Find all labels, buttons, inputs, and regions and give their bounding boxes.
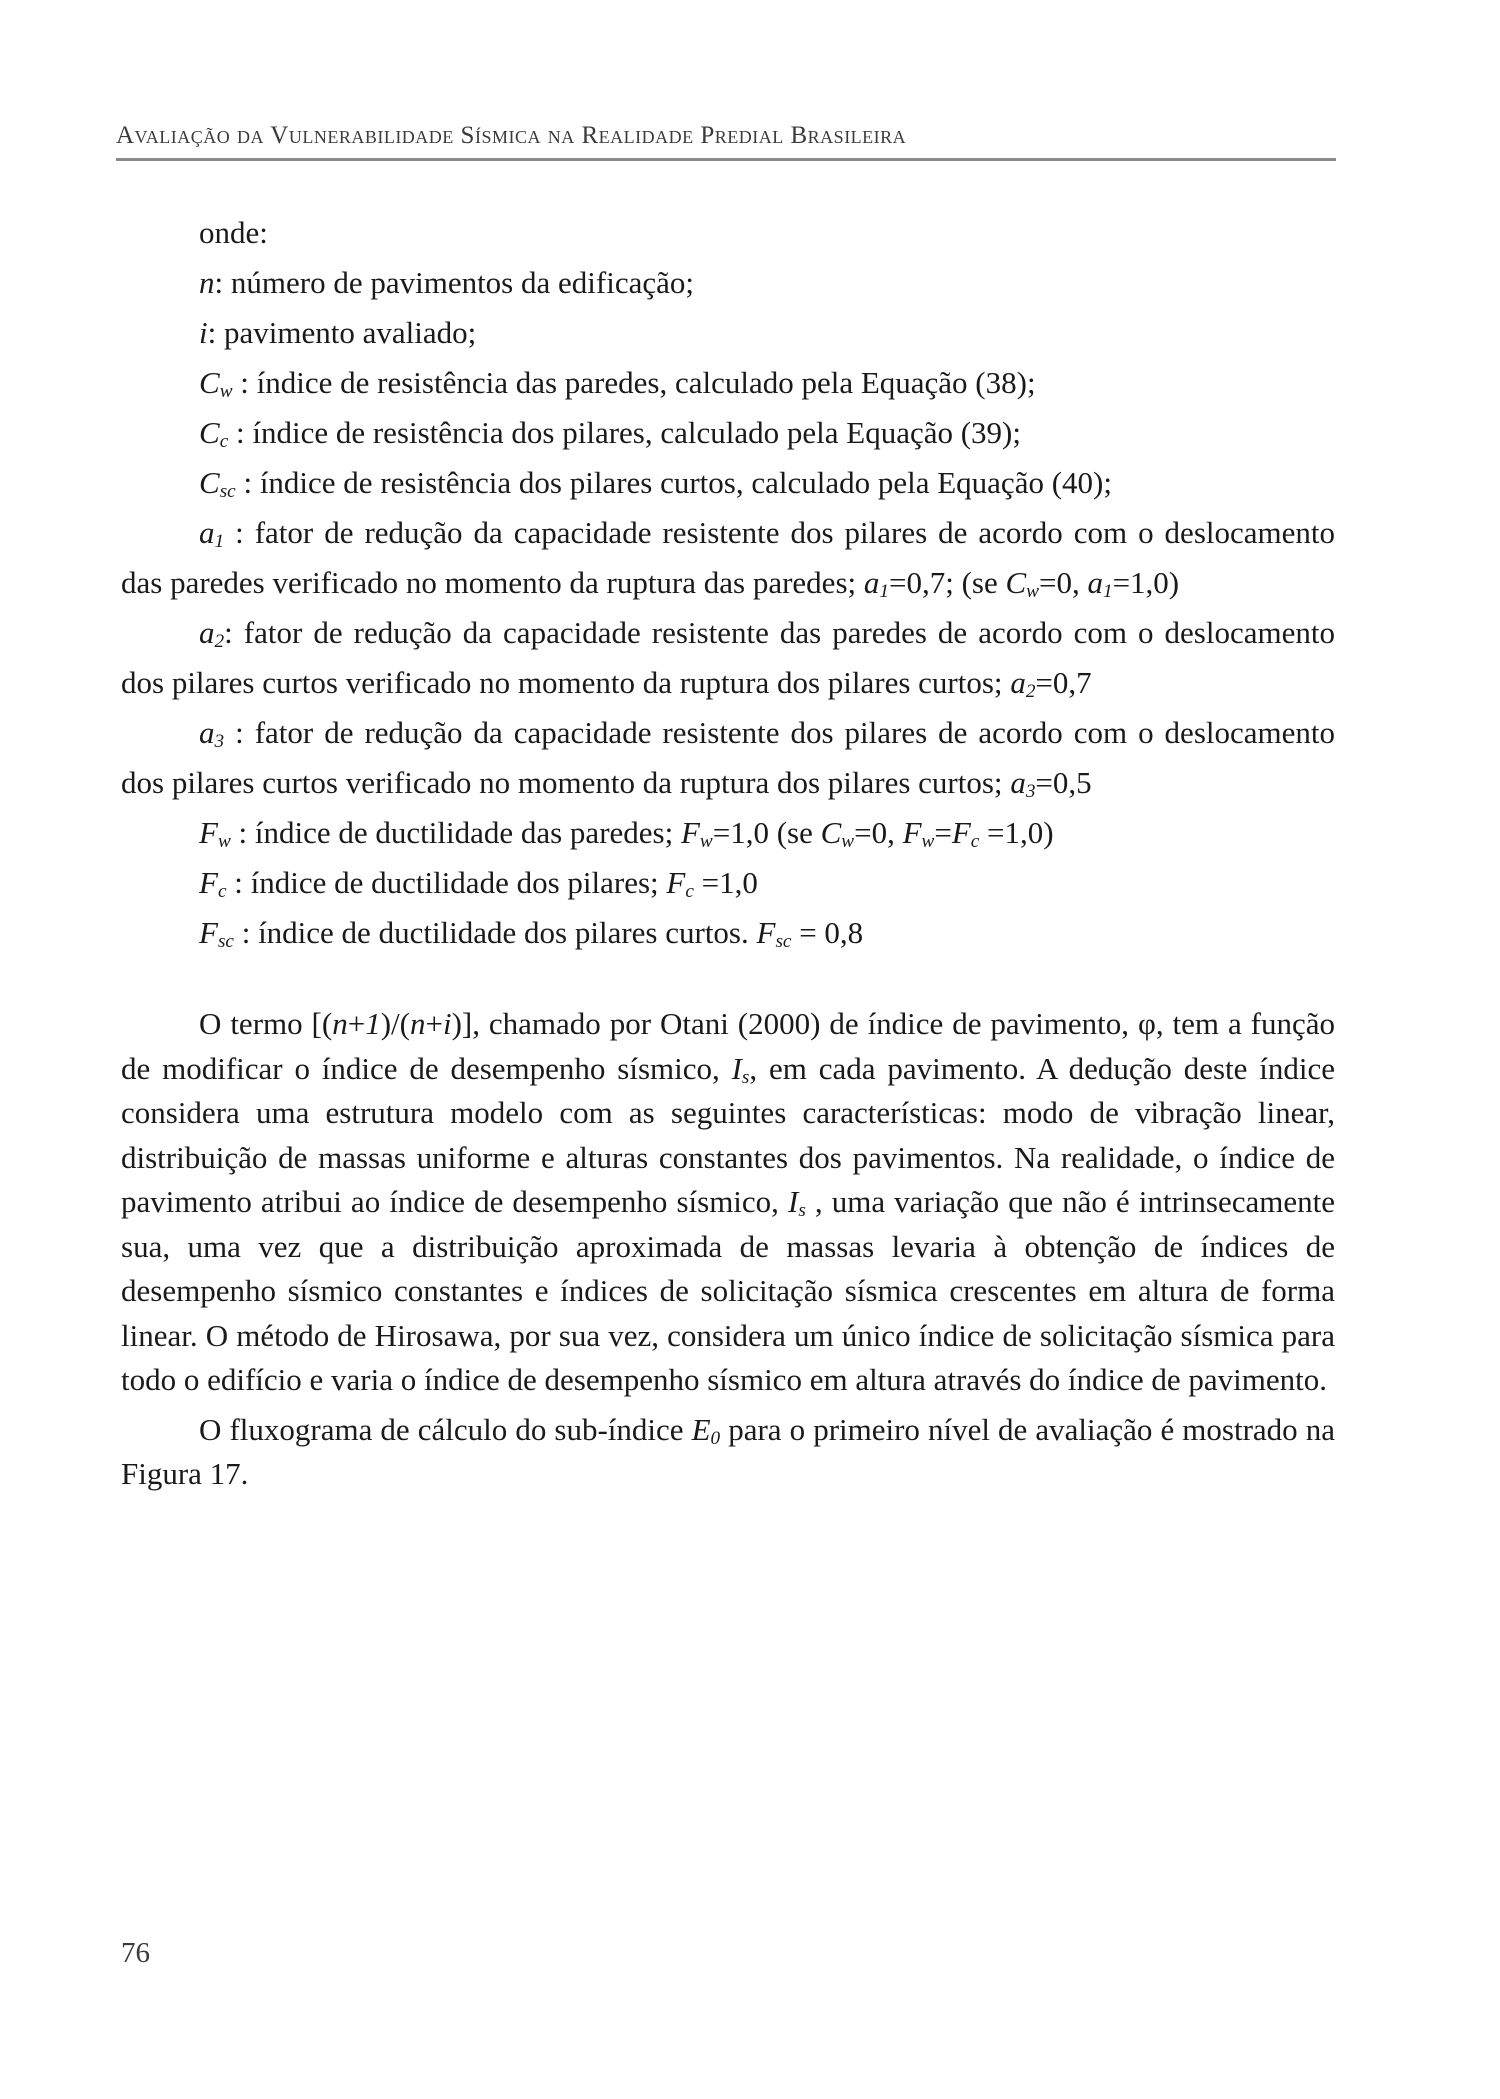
- definition-text: índice de resistência dos pilares curtos, calculado pela Equação (40);: [259, 465, 1112, 500]
- definition-i: i: pavimento avaliado;: [199, 315, 477, 350]
- definition-text: índice de resistência das paredes, calculado pela Equação (38);: [256, 365, 1036, 400]
- definition-cc: $C_c$ : índice de resistência dos pilares, calculado pela Equação (39);: [199, 415, 1021, 453]
- definition-fc: $F_c$ : índice de ductilidade dos pilares; $F_c =1,0$: [199, 865, 758, 903]
- definition-a1: $a_1$ : fator de redução da capacidade resistente dos pilares de acordo com o deslocamento das paredes verificado no momento da ruptura das paredes; $a_1=0,7$; (se $C_w=0$, $a_1=1,0$): [121, 515, 1335, 603]
- running-header-title: Avaliação da Vulnerabilidade Sísmica na Realidade Predial Brasileira: [116, 122, 907, 149]
- page-number: 76: [121, 1937, 150, 1969]
- page-body: [121, 208, 1335, 1497]
- symbol: n: [199, 265, 215, 300]
- definitions-intro: onde:: [199, 215, 268, 250]
- symbol: i: [199, 315, 208, 350]
- definition-text: pavimento avaliado;: [224, 315, 477, 350]
- symbol: C: [199, 465, 220, 500]
- definition-text: índice de resistência dos pilares, calculado pela Equação (39);: [252, 415, 1021, 450]
- definition-a3: $a_3$ : fator de redução da capacidade resistente dos pilares de acordo com o deslocamento dos pilares curtos verificado no momento da ruptura dos pilares curtos; $a_3=0,5$: [121, 715, 1335, 803]
- paragraph-flowchart-reference: O fluxograma de cálculo do sub-índice $E_0$ para o primeiro nível de avaliação é mostrado na Figura 17.: [121, 1411, 1336, 1491]
- definition-text: fator de redução da capacidade resistente dos pilares de acordo com o deslocamento dos pilares curtos verificado no momento da ruptura dos pilares curtos;: [121, 715, 1335, 800]
- definition-cw: $C_w$ : índice de resistência das paredes, calculado pela Equação (38);: [199, 365, 1036, 403]
- symbol: C: [199, 415, 220, 450]
- definition-text: fator de redução da capacidade resistente das paredes de acordo com o deslocamento dos pilares curtos verificado no momento da ruptura dos pilares curtos;: [121, 615, 1335, 700]
- symbol: C: [199, 365, 220, 400]
- definition-text: número de pavimentos da edificação;: [230, 265, 694, 300]
- paragraph-floor-index: O termo [(n+1)/(n+i)], chamado por Otani (2000) de índice de pavimento, φ, tem a função de modificar o índice de desempenho sísmico, $I_s$, em cada pavimento. A dedução deste índice considera uma estrutura modelo com as seguintes características: modo de vibração linear, distribuição de massas uniforme e alturas constantes dos pavimentos. Na realidade, o índice de pavimento atribui ao índice de desempenho sísmico, $I_s$ , uma variação que não é intrinsecamente sua, uma vez que a distribuição aproximada de massas levaria à obtenção de índices de desempenho sísmico constantes e índices de solicitação sísmica crescentes em altura de forma linear. O método de Hirosawa, por sua vez, considera um único índice de solicitação sísmica para todo o edifício e varia o índice de desempenho sísmico em altura através do índice de pavimento.: [121, 1006, 1336, 1397]
- definition-text: índice de ductilidade das paredes;: [254, 815, 681, 850]
- definition-fw: $F_w$ : índice de ductilidade das paredes; $F_w=1,0$ (se $C_w=0$, $F_w=F_c =1,0$): [199, 815, 1054, 853]
- definition-text: índice de ductilidade dos pilares curtos.: [258, 915, 757, 950]
- definition-text: fator de redução da capacidade resistente dos pilares de acordo com o deslocamento das paredes verificado no momento da ruptura das paredes;: [121, 515, 1335, 600]
- definition-n: n: número de pavimentos da edificação;: [199, 265, 694, 300]
- spacer: [121, 958, 1335, 1002]
- definition-csc: $C_{sc}$ : índice de resistência dos pilares curtos, calculado pela Equação (40);: [199, 465, 1112, 503]
- definition-a2: $a_2$: fator de redução da capacidade resistente das paredes de acordo com o deslocamento dos pilares curtos verificado no momento da ruptura dos pilares curtos; $a_2=0,7$: [121, 615, 1335, 703]
- definitions-list: [121, 208, 1335, 958]
- header-rule: [116, 158, 1336, 161]
- definition-fsc: $F_{sc}$ : índice de ductilidade dos pilares curtos. $F_{sc} = 0,8$: [199, 915, 864, 953]
- definition-text: índice de ductilidade dos pilares;: [250, 865, 667, 900]
